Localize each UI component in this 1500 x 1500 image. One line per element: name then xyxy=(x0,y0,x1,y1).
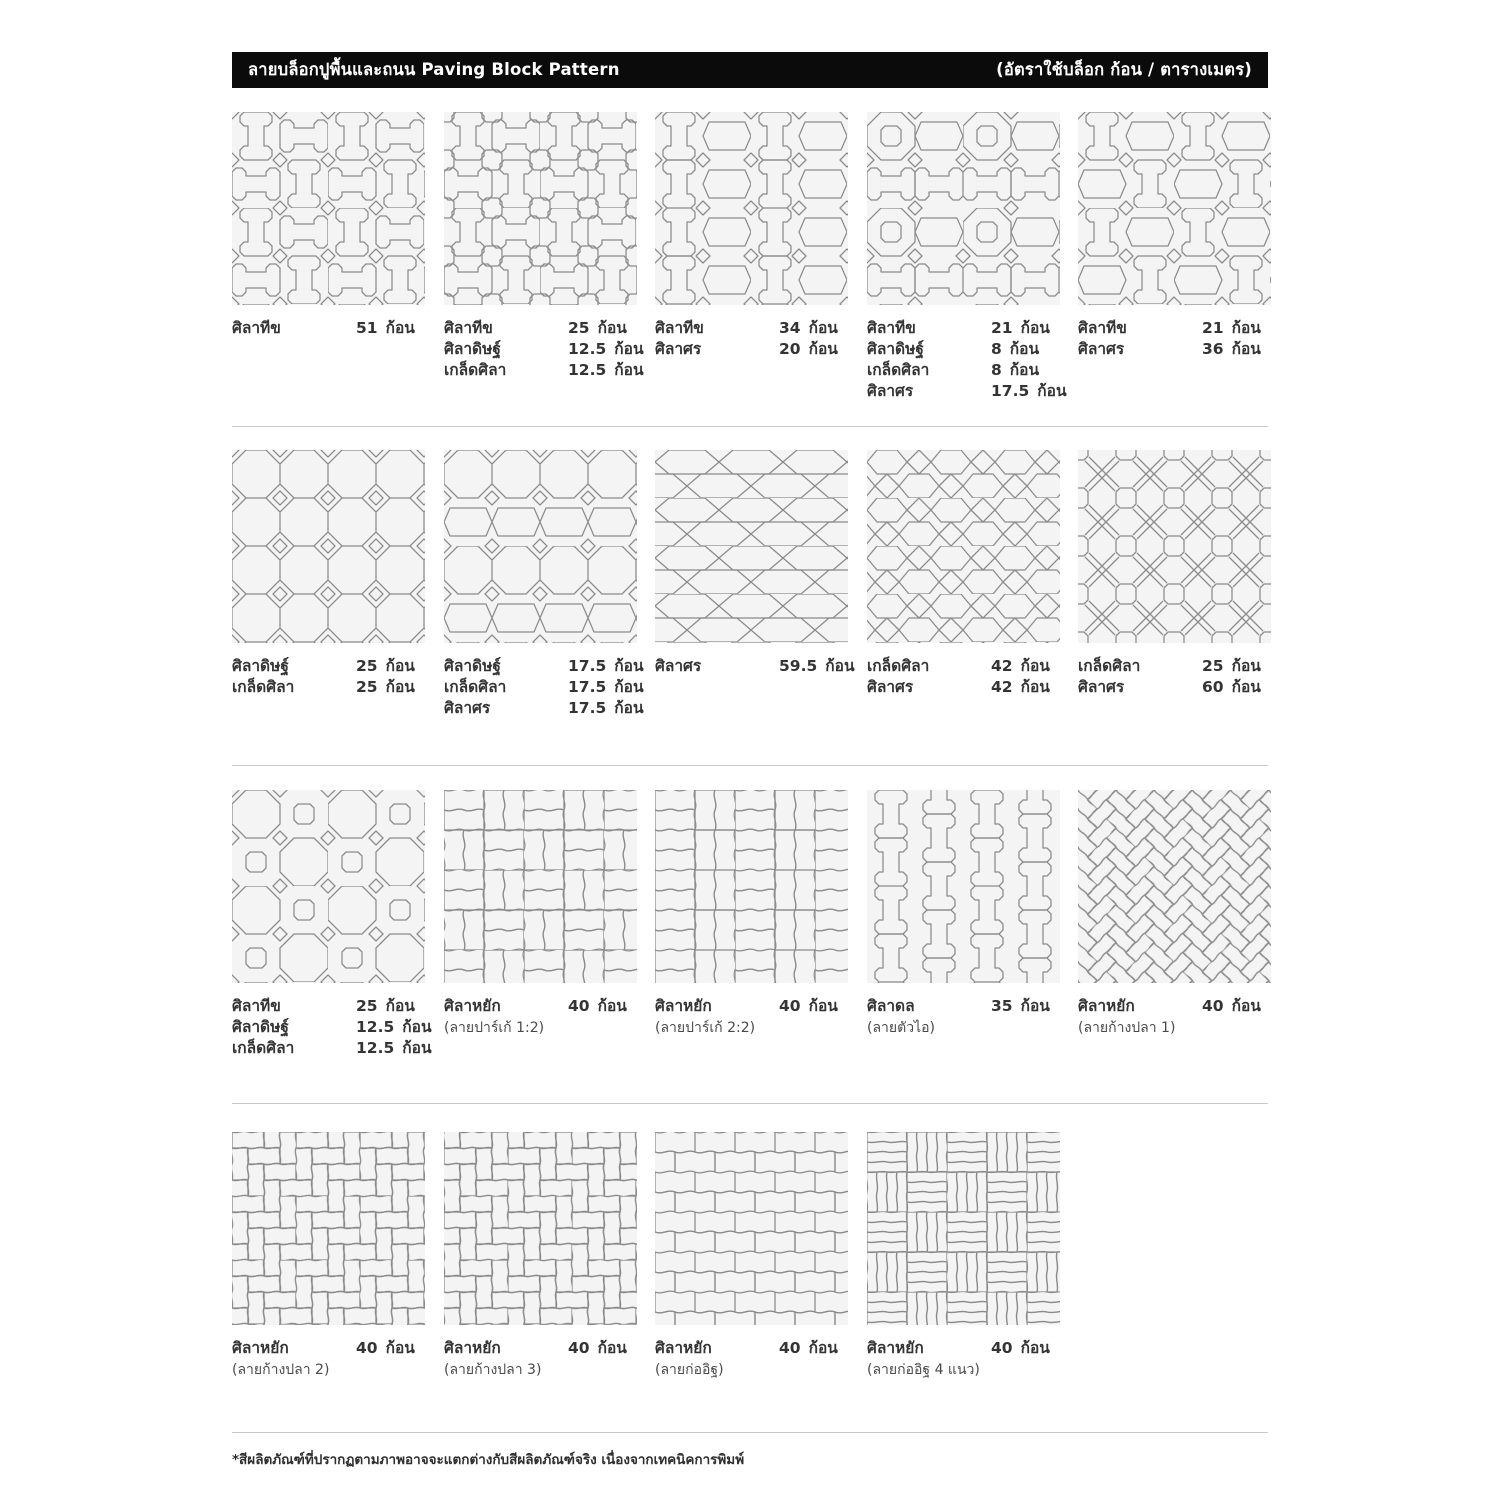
pattern-labels xyxy=(1078,318,1271,360)
block-name: ศิลาศร xyxy=(444,699,491,717)
pattern-swatch-svg xyxy=(867,1132,1060,1325)
block-qty: 21 xyxy=(1202,319,1224,337)
block-name: ศิลาดิษฐ์ xyxy=(867,340,924,358)
block-name: ศิลาทีข xyxy=(867,319,916,337)
block-name: ศิลาดิษฐ์ xyxy=(232,1018,289,1036)
block-unit: ก้อน xyxy=(597,1339,627,1357)
count-line xyxy=(655,996,848,1017)
count-line xyxy=(867,677,1060,698)
count-line xyxy=(232,656,425,677)
block-unit: ก้อน xyxy=(1020,657,1050,675)
block-unit: ก้อน xyxy=(1231,340,1261,358)
pattern-item xyxy=(1078,112,1271,360)
pattern-swatch xyxy=(444,450,637,643)
block-unit: ก้อน xyxy=(402,1018,432,1036)
block-unit: ก้อน xyxy=(1020,319,1050,337)
block-name: เกล็ดศิลา xyxy=(232,1039,295,1057)
block-unit: ก้อน xyxy=(385,997,415,1015)
block-unit: ก้อน xyxy=(1020,1339,1050,1357)
block-unit: ก้อน xyxy=(614,361,644,379)
block-unit: ก้อน xyxy=(614,699,644,717)
pattern-labels xyxy=(232,318,425,339)
pattern-labels xyxy=(867,996,1060,1039)
pattern-swatch xyxy=(867,790,1060,983)
count-line xyxy=(655,1338,848,1359)
block-qty: 40 xyxy=(779,997,801,1015)
pattern-swatch xyxy=(1078,790,1271,983)
block-name: ศิลาหยัก xyxy=(655,1339,712,1357)
layout-name: (ลายก้างปลา 2) xyxy=(232,1362,330,1378)
count-line xyxy=(867,360,1060,381)
pattern-swatch-svg xyxy=(444,1132,637,1325)
block-unit: ก้อน xyxy=(1009,361,1040,379)
block-unit: ก้อน xyxy=(1020,997,1050,1015)
pattern-item xyxy=(1078,450,1271,698)
row-divider xyxy=(232,426,1268,427)
block-name: เกล็ดศิลา xyxy=(444,361,507,379)
block-unit: ก้อน xyxy=(614,340,644,358)
pattern-swatch-svg xyxy=(444,790,637,983)
block-qty: 59.5 xyxy=(779,657,818,675)
pattern-item xyxy=(1078,790,1271,1039)
pattern-labels xyxy=(867,656,1060,698)
pattern-item xyxy=(867,790,1060,1039)
block-unit: ก้อน xyxy=(808,1339,838,1357)
block-name: เกล็ดศิลา xyxy=(444,678,507,696)
pattern-labels xyxy=(867,318,1067,402)
block-unit: ก้อน xyxy=(402,1039,432,1057)
block-qty: 40 xyxy=(779,1339,801,1357)
pattern-swatch-svg xyxy=(232,790,425,983)
block-unit: ก้อน xyxy=(385,678,415,696)
block-name: ศิลาหยัก xyxy=(655,997,712,1015)
block-qty: 17.5 xyxy=(568,678,607,696)
pattern-item xyxy=(444,790,637,1039)
count-line xyxy=(1078,677,1271,698)
block-name: เกล็ดศิลา xyxy=(867,361,930,379)
block-qty: 8 xyxy=(991,340,1002,358)
block-unit: ก้อน xyxy=(385,1339,415,1357)
pattern-swatch-svg xyxy=(232,1132,425,1325)
pattern-labels xyxy=(232,996,432,1059)
pattern-swatch-svg xyxy=(444,450,637,643)
block-unit: ก้อน xyxy=(385,319,415,337)
pattern-swatch-svg xyxy=(1078,112,1271,305)
block-name: ศิลาศร xyxy=(1078,678,1125,696)
block-qty: 12.5 xyxy=(568,361,607,379)
pattern-item xyxy=(655,1132,848,1381)
pattern-item xyxy=(444,1132,637,1381)
block-name: ศิลาดิษฐ์ xyxy=(232,657,289,675)
pattern-swatch xyxy=(1078,112,1271,305)
pattern-item xyxy=(655,790,848,1039)
count-line xyxy=(444,360,644,381)
block-name: ศิลาหยัก xyxy=(232,1339,289,1357)
block-unit: ก้อน xyxy=(808,340,838,358)
pattern-item xyxy=(867,450,1060,698)
rate-note: (อัตราใช้บล็อก ก้อน / ตารางเมตร) xyxy=(996,60,1252,79)
block-unit: ก้อน xyxy=(1020,678,1050,696)
block-name: ศิลาทีข xyxy=(232,319,281,337)
layout-name: (ลายก่ออิฐ 4 แนว) xyxy=(867,1362,980,1378)
block-qty: 17.5 xyxy=(991,382,1030,400)
count-line xyxy=(867,339,1060,360)
layout-name: (ลายตัวไอ) xyxy=(867,1020,935,1036)
pattern-labels xyxy=(1078,996,1271,1039)
pattern-swatch xyxy=(232,790,425,983)
pattern-swatch xyxy=(232,1132,425,1325)
count-line xyxy=(444,656,644,677)
count-line xyxy=(444,996,637,1017)
layout-name: (ลายก่ออิฐ) xyxy=(655,1362,724,1378)
pattern-swatch-svg xyxy=(867,450,1060,643)
pattern-swatch xyxy=(655,112,848,305)
pattern-labels xyxy=(655,1338,848,1381)
block-name: ศิลาทีข xyxy=(232,997,281,1015)
pattern-item xyxy=(655,112,848,360)
block-qty: 8 xyxy=(991,361,1002,379)
layout-name: (ลายก้างปลา 1) xyxy=(1078,1020,1176,1036)
count-line xyxy=(867,318,1060,339)
pattern-swatch xyxy=(444,112,637,305)
pattern-item xyxy=(232,1132,425,1381)
pattern-item xyxy=(655,450,855,677)
block-qty: 40 xyxy=(568,1339,590,1357)
pattern-labels xyxy=(444,318,644,381)
block-qty: 40 xyxy=(991,1339,1013,1357)
count-line xyxy=(232,996,425,1017)
block-name: ศิลาหยัก xyxy=(444,997,501,1015)
pattern-item xyxy=(232,450,425,698)
block-qty: 17.5 xyxy=(568,657,607,675)
pattern-swatch-svg xyxy=(655,112,848,305)
block-unit: ก้อน xyxy=(1037,382,1067,400)
block-name: เกล็ดศิลา xyxy=(1078,657,1141,675)
block-unit: ก้อน xyxy=(1231,997,1261,1015)
pattern-swatch-svg xyxy=(867,790,1060,983)
block-unit: ก้อน xyxy=(614,657,644,675)
layout-name: (ลายปาร์เก้ 1:2) xyxy=(444,1020,545,1036)
block-qty: 25 xyxy=(356,997,378,1015)
pattern-swatch xyxy=(867,112,1060,305)
block-qty: 42 xyxy=(991,678,1013,696)
pattern-labels xyxy=(655,996,848,1039)
block-name: ศิลาศร xyxy=(867,678,914,696)
footer-note: *สีผลิตภัณฑ์ที่ปรากฏตามภาพอาจจะแตกต่างกับสีผลิตภัณฑ์จริง เนื่องจากเทคนิคการพิมพ์ xyxy=(232,1452,745,1468)
pattern-swatch xyxy=(867,1132,1060,1325)
pattern-swatch xyxy=(655,1132,848,1325)
block-qty: 25 xyxy=(356,678,378,696)
pattern-labels xyxy=(232,1338,425,1381)
block-qty: 21 xyxy=(991,319,1013,337)
block-name: เกล็ดศิลา xyxy=(232,678,295,696)
count-line xyxy=(232,1038,432,1059)
block-unit: ก้อน xyxy=(614,678,644,696)
block-qty: 12.5 xyxy=(568,340,607,358)
block-qty: 35 xyxy=(991,997,1013,1015)
block-qty: 40 xyxy=(356,1339,378,1357)
pattern-labels xyxy=(655,318,848,360)
count-line xyxy=(655,339,848,360)
count-line xyxy=(1078,996,1271,1017)
pattern-item xyxy=(232,790,432,1059)
block-qty: 40 xyxy=(568,997,590,1015)
count-line xyxy=(232,318,425,339)
count-line xyxy=(232,1017,432,1038)
count-line xyxy=(1078,339,1271,360)
block-qty: 60 xyxy=(1202,678,1224,696)
count-line xyxy=(867,1338,1060,1359)
pattern-swatch-svg xyxy=(1078,450,1271,643)
pattern-labels xyxy=(867,1338,1060,1381)
page-title: ลายบล็อกปูพื้นและถนน Paving Block Pattern xyxy=(248,60,620,79)
count-line xyxy=(232,677,425,698)
pattern-swatch-svg xyxy=(444,112,637,305)
block-name: ศิลาทีข xyxy=(1078,319,1127,337)
count-line xyxy=(444,339,644,360)
pattern-swatch xyxy=(655,450,848,643)
layout-name: (ลายก้างปลา 3) xyxy=(444,1362,542,1378)
pattern-item xyxy=(444,450,644,719)
block-qty: 12.5 xyxy=(356,1039,395,1057)
block-name: ศิลาศร xyxy=(655,340,702,358)
block-qty: 40 xyxy=(1202,997,1224,1015)
block-unit: ก้อน xyxy=(1231,319,1261,337)
count-line xyxy=(1078,318,1271,339)
pattern-swatch-svg xyxy=(655,790,848,983)
count-line xyxy=(1078,656,1271,677)
row-divider xyxy=(232,765,1268,766)
block-name: ศิลาดล xyxy=(867,997,915,1015)
pattern-swatch-svg xyxy=(655,450,848,643)
block-qty: 36 xyxy=(1202,340,1224,358)
pattern-swatch xyxy=(232,112,425,305)
count-line xyxy=(444,318,637,339)
count-line xyxy=(867,996,1060,1017)
block-unit: ก้อน xyxy=(1231,678,1261,696)
block-name: ศิลาศร xyxy=(655,657,702,675)
pattern-swatch-svg xyxy=(655,1132,848,1325)
pattern-labels xyxy=(444,656,644,719)
count-line xyxy=(444,1338,637,1359)
block-name: ศิลาหยัก xyxy=(1078,997,1135,1015)
pattern-swatch-svg xyxy=(867,112,1060,305)
pattern-labels xyxy=(655,656,855,677)
block-unit: ก้อน xyxy=(808,319,838,337)
pattern-swatch xyxy=(867,450,1060,643)
count-line xyxy=(655,656,855,677)
block-name: ศิลาศร xyxy=(1078,340,1125,358)
block-unit: ก้อน xyxy=(1231,657,1261,675)
block-name: ศิลาดิษฐ์ xyxy=(444,657,501,675)
layout-name: (ลายปาร์เก้ 2:2) xyxy=(655,1020,756,1036)
block-name: เกล็ดศิลา xyxy=(867,657,930,675)
block-qty: 34 xyxy=(779,319,801,337)
block-unit: ก้อน xyxy=(385,657,415,675)
block-qty: 25 xyxy=(1202,657,1224,675)
row-divider xyxy=(232,1103,1268,1104)
pattern-swatch xyxy=(655,790,848,983)
block-unit: ก้อน xyxy=(808,997,838,1015)
footer-divider xyxy=(232,1432,1268,1433)
pattern-labels xyxy=(232,656,425,698)
block-name: ศิลาดิษฐ์ xyxy=(444,340,501,358)
block-name: ศิลาทีข xyxy=(444,319,493,337)
block-name: ศิลาหยัก xyxy=(867,1339,924,1357)
count-line xyxy=(867,656,1060,677)
block-name: ศิลาหยัก xyxy=(444,1339,501,1357)
block-unit: ก้อน xyxy=(825,657,855,675)
count-line xyxy=(444,677,644,698)
pattern-item xyxy=(867,112,1067,402)
pattern-swatch-svg xyxy=(232,450,425,643)
pattern-swatch xyxy=(444,1132,637,1325)
pattern-swatch-svg xyxy=(1078,790,1271,983)
pattern-labels xyxy=(444,1338,637,1381)
count-line xyxy=(232,1338,425,1359)
block-name: ศิลาทีข xyxy=(655,319,704,337)
pattern-item xyxy=(444,112,644,381)
block-qty: 17.5 xyxy=(568,699,607,717)
block-name: ศิลาศร xyxy=(867,382,914,400)
count-line xyxy=(655,318,848,339)
pattern-labels xyxy=(444,996,637,1039)
block-qty: 25 xyxy=(568,319,590,337)
pattern-item xyxy=(232,112,425,339)
block-qty: 12.5 xyxy=(356,1018,395,1036)
pattern-swatch xyxy=(1078,450,1271,643)
pattern-item xyxy=(867,1132,1060,1381)
block-qty: 25 xyxy=(356,657,378,675)
pattern-labels xyxy=(1078,656,1271,698)
block-unit: ก้อน xyxy=(597,997,627,1015)
pattern-swatch xyxy=(444,790,637,983)
block-unit: ก้อน xyxy=(1009,340,1040,358)
count-line xyxy=(867,381,1067,402)
block-qty: 20 xyxy=(779,340,801,358)
block-unit: ก้อน xyxy=(597,319,627,337)
count-line xyxy=(444,698,644,719)
block-qty: 42 xyxy=(991,657,1013,675)
pattern-swatch-svg xyxy=(232,112,425,305)
block-qty: 51 xyxy=(356,319,378,337)
pattern-swatch xyxy=(232,450,425,643)
